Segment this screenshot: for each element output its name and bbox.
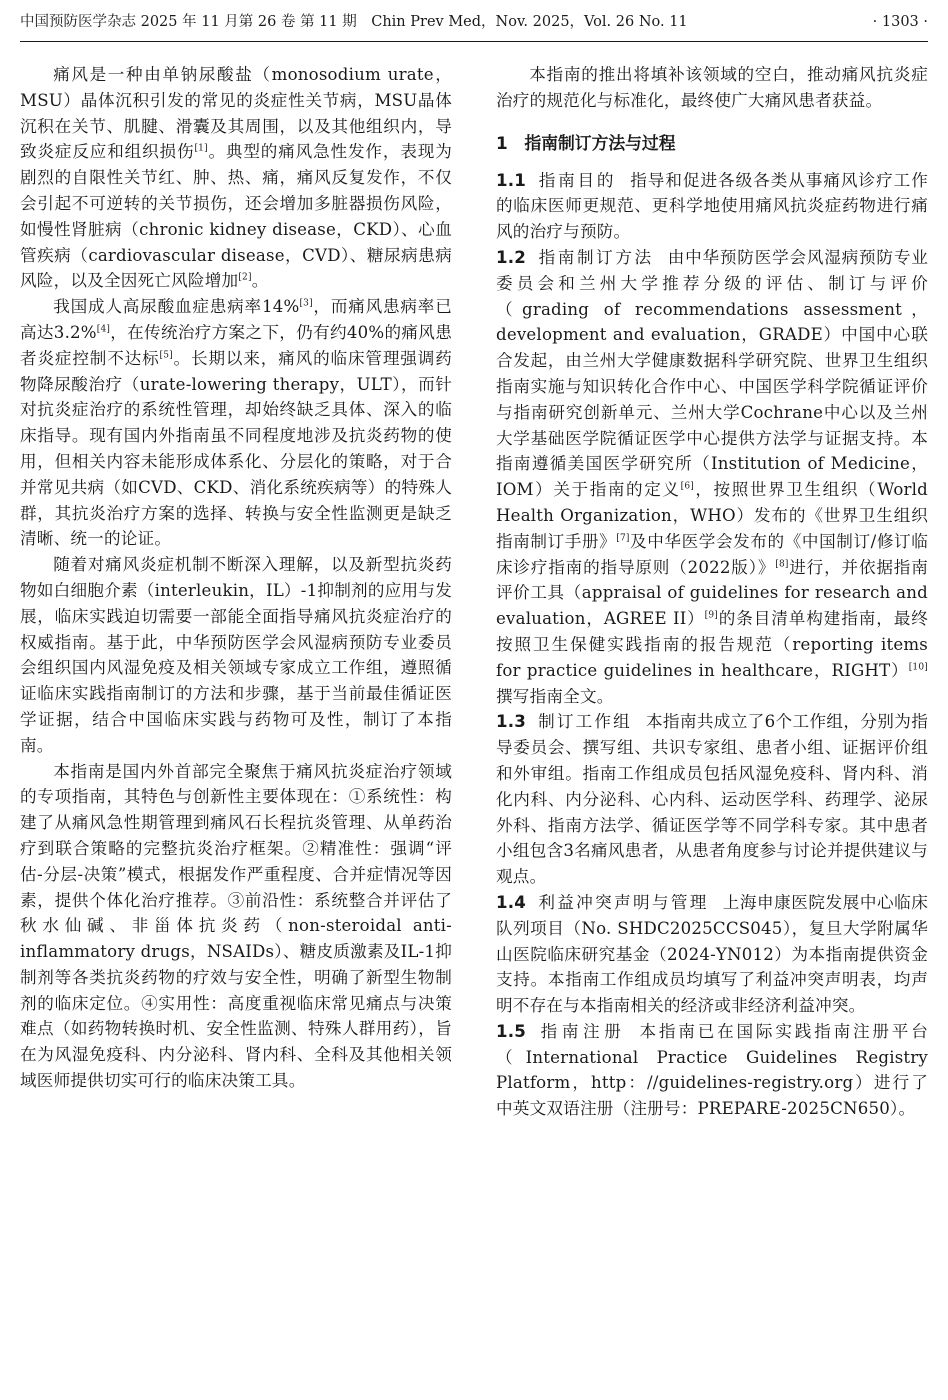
citation-ref: [6] — [680, 481, 694, 492]
section-1-2 — [496, 245, 928, 709]
section-1-3 — [496, 709, 928, 890]
running-header — [20, 10, 928, 34]
section-title: 利益冲突声明与管理 — [538, 892, 709, 912]
citation-ref: [1] — [194, 143, 208, 154]
section-number: 1.3 — [496, 712, 526, 732]
text-run: 。 — [251, 271, 269, 291]
journal-name-en: Chin Prev Med，Nov. 2025，Vol. 26 No. 11 — [371, 14, 688, 30]
citation-ref: [8] — [775, 559, 789, 570]
citation-ref: [4] — [96, 324, 111, 335]
paragraph-background: 随着对痛风炎症机制不断深入理解，以及新型抗炎药物如白细胞介素（interleukin，IL）-1抑制剂的应用与发展，临床实践迫切需要一部能全面指导痛风抗炎症治疗的权威指南。基于此，中华预防医学会风湿病预防专业委员会组织国内风湿免疫及相关领域专家成立工作组，遵照循证临床实践指南制订的方法和步骤，基于当前最佳循证医学证据，结合中国临床实践与药物可及性，制订了本指南。 — [20, 555, 452, 755]
section-title: 指南注册 — [538, 1021, 626, 1041]
section-number: 1.4 — [496, 892, 526, 912]
text-run: 撰写指南全文。 — [496, 686, 614, 706]
citation-ref: [7] — [616, 533, 630, 544]
text-run: 由中华预防医学会风湿病预防专业委员会和兰州大学推荐分级的评估、制订与评价（grading of recommendations assessment，development and evaluation，GRADE）中国中心联合发起，由兰州大学健康数据科学研究院、世界卫生组织指南实施与知识转化合作中心、中国医学科学院循证评价与指南研究创新单元、兰州大学Cochrane中心以及兰州大学基础医学院循证医学中心提供方法学与证据支持。本指南遵循美国医学研究所（Institution of Medicine，IOM）关于指南的定义 — [496, 247, 929, 500]
paragraph-intro — [20, 62, 452, 294]
text-run: 及中华医学会发布的《中国制订/修订临床诊疗指南的指导原则（2022版）》 — [496, 531, 928, 577]
section-text: 指导和促进各级各类从事痛风诊疗工作的临床医师更规范、更科学地使用痛风抗炎症药物进行痛风的治疗与预防。 — [496, 170, 928, 242]
citation-ref: [2] — [238, 272, 252, 283]
section-1-1 — [496, 168, 928, 245]
section-title: 指南制订方法 — [538, 247, 654, 267]
text-run: 。长期以来，痛风的临床管理强调药物降尿酸治疗（urate-lowering therapy，ULT），而针对抗炎症治疗的系统性管理，却始终缺乏具体、深入的临床指导。现有国内外指南虽不同程度地涉及抗炎药物的使用，但相关内容未能形成体系化、分层化的策略，对于合并常见共病（如CVD、CKD、消化系统疾病等）的特殊人群，其抗炎治疗方案的选择、转换与安全性监测更是缺乏清晰、统一的论证。 — [20, 348, 452, 549]
text-run: 的条目清单构建指南，最终按照卫生保健实践指南的报告规范（reporting items for practice guidelines in healthcare，RIGHT） — [496, 609, 928, 680]
left-column — [20, 62, 452, 1094]
page-number: · 1303 · — [872, 14, 928, 30]
text-run: 我国成人高尿酸血症患病率14% — [53, 297, 300, 317]
text-run: ，按照世界卫生组织（World Health Organization，WHO）发布的《世界卫生组织指南制订手册》 — [496, 480, 928, 551]
section-heading: 1 指南制订方法与过程 — [496, 132, 676, 153]
citation-ref: [9] — [704, 610, 719, 621]
section-1-5 — [496, 1019, 928, 1122]
paragraph-features: 本指南是国内外首部完全聚焦于痛风抗炎症治疗领域的专项指南，其特色与创新性主要体现在：①系统性：构建了从痛风急性期管理到痛风石长程抗炎管理、从单药治疗到联合策略的完整抗炎治疗框架。②精准性：强调“评估-分层-决策”模式，根据发作严重程度、合并症情况等因素，提供个体化治疗推荐。③前沿性：系统整合并评估了秋水仙碱、非甾体抗炎药（non-steroidal anti-inflammatory drugs，NSAIDs）、糖皮质激素及IL-1抑制剂等各类抗炎药物的疗效与安全性，明确了新型生物制剂的临床定位。④实用性：高度重视临床常见痛点与决策难点（如药物转换时机、安全性监测、特殊人群用药），旨在为风湿免疫科、内分泌科、肾内科、全科及其他相关领域医师提供切实可行的临床决策工具。 — [20, 761, 452, 1091]
section-number: 1.1 — [496, 170, 526, 190]
section-1-4 — [496, 890, 928, 1019]
paragraph-outlook: 本指南的推出将填补该领域的空白，推动痛风抗炎症治疗的规范化与标准化，最终使广大痛风患者获益。 — [496, 65, 928, 110]
section-text: 本指南共成立了6个工作组，分别为指导委员会、撰写组、共识专家组、患者小组、证据评价组和外审组。指南工作组成员包括风湿免疫科、肾内科、消化内科、内分泌科、心内科、运动医学科、药理学、泌尿外科、指南方法学、循证医学等不同学科专家。其中患者小组包含3名痛风患者，从患者角度参与讨论并提供建议与观点。 — [496, 712, 929, 887]
section-text: 本指南已在国际实践指南注册平台（International Practice Guidelines Registry Platform，http：//guidelines-registry.org）进行了中英文双语注册（注册号：PREPARE-2025CN650）。 — [496, 1021, 929, 1119]
journal-citation — [20, 10, 688, 34]
text-run: ，在传统治疗方案之下，仍有约40%的痛风患者炎症控制不达标 — [20, 322, 452, 368]
text-run: 。典型的痛风急性发作，表现为剧烈的自限性关节红、肿、热、痛，痛风反复发作，不仅会引起不可逆转的关节损伤，还会增加多脏器损伤风险，如慢性肾脏病（chronic kidney disease，CKD）、心血管疾病（cardiovascular disease，CVD）、糖尿病患病风险，以及全因死亡风险增加 — [20, 142, 452, 291]
header-rule — [20, 41, 928, 42]
section-number: 1.5 — [496, 1021, 526, 1041]
section-title: 制订工作组 — [538, 712, 632, 732]
right-column — [496, 62, 928, 1122]
text-run: ，而痛风患病率已高达3.2% — [20, 297, 452, 342]
citation-ref: [10] — [908, 662, 928, 673]
text-run: 进行，并依据指南评价工具（appraisal of guidelines for research and evaluation，AGREE II） — [496, 557, 928, 629]
citation-ref: [5] — [159, 350, 173, 361]
section-title: 指南目的 — [538, 170, 617, 190]
paragraph-prevalence — [20, 294, 452, 552]
journal-name-cn: 中国预防医学杂志 2025 年 11 月第 26 卷 第 11 期 — [20, 14, 357, 30]
section-text: 上海申康医院发展中心临床队列项目（No. SHDC2025CCS045），复旦大学附属华山医院临床研究基金（2024-YN012）为本指南提供资金支持。本指南工作组成员均填写了利益冲突声明表，均声明不存在与本指南相关的经济或非经济利益冲突。 — [496, 892, 929, 1016]
citation-ref: [3] — [299, 298, 313, 309]
section-number: 1.2 — [496, 247, 526, 267]
text-run: 痛风是一种由单钠尿酸盐（monosodium urate，MSU）晶体沉积引发的常见的炎症性关节病，MSU晶体沉积在关节、肌腱、滑囊及其周围，以及其他组织内，导致炎症反应和组织损伤 — [20, 65, 452, 162]
